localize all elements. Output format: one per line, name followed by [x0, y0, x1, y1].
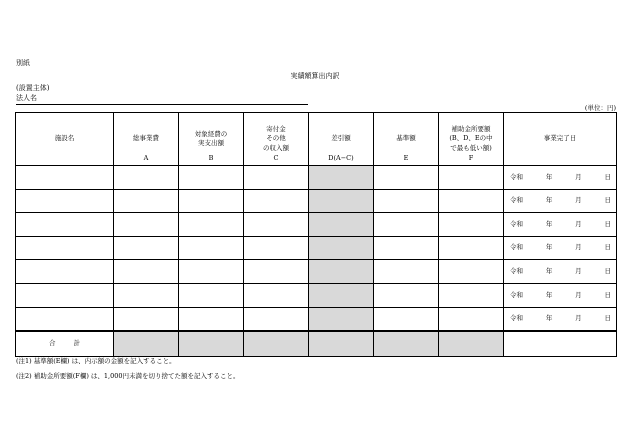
input-cell[interactable] — [374, 189, 439, 213]
table-row — [16, 189, 617, 213]
attachment-label: 別紙 — [16, 59, 30, 67]
column-letter: B — [208, 153, 214, 162]
column-header-7 — [504, 113, 617, 166]
column-header-label — [244, 125, 308, 153]
input-cell[interactable] — [244, 307, 309, 331]
column-header-line: 施設名 — [54, 134, 75, 143]
column-header-line: 寄付金 — [266, 124, 286, 133]
unit-label: (単位：円) — [584, 104, 616, 112]
input-cell[interactable] — [244, 166, 309, 190]
total-cell[interactable] — [244, 331, 309, 357]
date-parts — [504, 291, 616, 300]
column-letter: F — [468, 153, 474, 162]
completion-date-cell[interactable] — [504, 213, 617, 237]
input-cell[interactable] — [309, 307, 374, 331]
input-cell[interactable] — [16, 189, 114, 213]
input-cell[interactable] — [374, 166, 439, 190]
input-cell[interactable] — [309, 283, 374, 307]
input-cell[interactable] — [439, 236, 504, 260]
input-cell[interactable] — [179, 283, 244, 307]
total-blank-cell — [504, 331, 617, 357]
date-part-label: 令和 — [510, 219, 523, 228]
date-part-label: 月 — [575, 196, 582, 205]
input-cell[interactable] — [16, 166, 114, 190]
total-cell[interactable] — [439, 331, 504, 357]
column-letter: E — [403, 153, 409, 162]
date-parts — [504, 267, 616, 276]
date-part-label: 年 — [545, 266, 553, 275]
date-parts — [504, 220, 616, 229]
column-header-label — [504, 134, 616, 143]
column-header-label — [179, 130, 243, 149]
input-cell[interactable] — [309, 260, 374, 284]
column-header-6 — [439, 113, 504, 166]
input-cell[interactable] — [16, 283, 114, 307]
column-header-4 — [309, 113, 374, 166]
date-part-label: 日 — [604, 219, 611, 228]
table-row — [16, 260, 617, 284]
total-cell[interactable] — [114, 331, 179, 357]
input-cell[interactable] — [16, 236, 114, 260]
date-part-label: 令和 — [510, 243, 523, 252]
date-part-label: 月 — [575, 243, 582, 252]
input-cell[interactable] — [114, 213, 179, 237]
table-row — [16, 213, 617, 237]
completion-date-cell[interactable] — [504, 283, 617, 307]
input-cell[interactable] — [374, 307, 439, 331]
date-part-label: 令和 — [510, 266, 523, 275]
column-header-label — [114, 134, 178, 143]
completion-date-cell[interactable] — [504, 166, 617, 190]
date-part-label: 年 — [545, 219, 553, 228]
calculation-table — [15, 112, 617, 357]
input-cell[interactable] — [374, 260, 439, 284]
table-row — [16, 283, 617, 307]
input-cell[interactable] — [114, 236, 179, 260]
date-part-label: 日 — [604, 196, 611, 205]
date-parts — [504, 173, 616, 182]
input-cell[interactable] — [114, 260, 179, 284]
input-cell[interactable] — [439, 283, 504, 307]
input-cell[interactable] — [439, 260, 504, 284]
date-part-label: 年 — [545, 243, 553, 252]
column-header-line: 総事業費 — [133, 134, 159, 143]
input-cell[interactable] — [179, 213, 244, 237]
date-part-label: 日 — [604, 314, 611, 323]
input-cell[interactable] — [374, 283, 439, 307]
column-header-line: の収入額 — [263, 143, 289, 152]
input-cell[interactable] — [244, 283, 309, 307]
completion-date-cell[interactable] — [504, 307, 617, 331]
table-row — [16, 307, 617, 331]
column-header-line: 事業完了日 — [543, 134, 577, 143]
input-cell[interactable] — [244, 236, 309, 260]
table-header-row — [16, 113, 617, 166]
column-header-line: 補助金所要額 — [451, 124, 491, 133]
completion-date-cell[interactable] — [504, 260, 617, 284]
input-cell[interactable] — [309, 166, 374, 190]
column-letter: D(A−C) — [328, 153, 354, 162]
date-part-label: 月 — [575, 172, 582, 181]
input-cell[interactable] — [309, 236, 374, 260]
input-cell[interactable] — [179, 189, 244, 213]
input-cell[interactable] — [244, 189, 309, 213]
date-part-label: 日 — [604, 172, 611, 181]
column-header-line: 対象経費の — [194, 129, 228, 138]
column-header-label — [439, 125, 503, 153]
date-part-label: 令和 — [510, 290, 523, 299]
date-part-label: 年 — [545, 196, 553, 205]
date-parts — [504, 314, 616, 323]
column-header-5 — [374, 113, 439, 166]
column-letter: A — [143, 153, 149, 162]
date-part-label: 年 — [545, 172, 553, 181]
input-cell[interactable] — [16, 307, 114, 331]
input-cell[interactable] — [439, 189, 504, 213]
table-row — [16, 166, 617, 190]
column-header-2 — [179, 113, 244, 166]
column-header-line: 実支出額 — [198, 139, 224, 147]
column-header-line: (B、D、Eの中 — [449, 134, 493, 143]
total-cell[interactable] — [309, 331, 374, 357]
table-row — [16, 236, 617, 260]
column-header-label — [374, 134, 438, 143]
date-part-label: 令和 — [510, 172, 523, 181]
total-cell[interactable] — [179, 331, 244, 357]
column-header-label — [16, 134, 113, 143]
completion-date-cell[interactable] — [504, 189, 617, 213]
setter-label: (設置主体) — [16, 84, 50, 92]
date-parts — [504, 196, 616, 205]
input-cell[interactable] — [179, 236, 244, 260]
date-part-label: 日 — [604, 243, 611, 252]
column-header-line: 差引額 — [331, 134, 351, 143]
input-cell[interactable] — [16, 213, 114, 237]
column-header-3 — [244, 113, 309, 166]
input-cell[interactable] — [114, 283, 179, 307]
input-cell[interactable] — [439, 213, 504, 237]
input-cell[interactable] — [114, 166, 179, 190]
input-cell[interactable] — [114, 189, 179, 213]
date-parts — [504, 243, 616, 252]
input-cell[interactable] — [244, 213, 309, 237]
input-cell[interactable] — [374, 236, 439, 260]
input-cell[interactable] — [244, 260, 309, 284]
date-part-label: 日 — [604, 290, 611, 299]
column-letter: C — [273, 153, 279, 162]
note-1: (注1) 基準額(E欄) は、内示額の金額を記入すること。 — [16, 357, 176, 365]
input-cell[interactable] — [179, 166, 244, 190]
input-cell[interactable] — [309, 189, 374, 213]
input-cell[interactable] — [179, 260, 244, 284]
document-title: 実績額算出内訳 — [290, 72, 340, 80]
completion-date-cell[interactable] — [504, 236, 617, 260]
date-part-label: 令和 — [510, 314, 523, 323]
input-cell[interactable] — [16, 260, 114, 284]
total-cell[interactable] — [374, 331, 439, 357]
input-cell[interactable] — [439, 307, 504, 331]
note-2: (注2) 補助金所要額(F欄) は、1,000円未満を切り捨てた額を記入すること。 — [16, 372, 240, 380]
corporation-name-field: 法人名 — [16, 93, 308, 105]
date-part-label: 月 — [575, 219, 582, 228]
input-cell[interactable] — [374, 213, 439, 237]
column-header-label — [309, 134, 373, 143]
input-cell[interactable] — [309, 213, 374, 237]
column-header-line: その他 — [266, 134, 286, 143]
input-cell[interactable] — [114, 307, 179, 331]
total-row — [16, 331, 617, 357]
input-cell[interactable] — [179, 307, 244, 331]
date-part-label: 日 — [604, 266, 611, 275]
date-part-label: 年 — [545, 314, 553, 323]
date-part-label: 月 — [575, 314, 582, 323]
input-cell[interactable] — [439, 166, 504, 190]
total-label-text: 合 計 — [48, 339, 89, 348]
column-header-line: 基準額 — [396, 134, 416, 143]
column-header-line: で最も低い額) — [450, 143, 492, 152]
date-part-label: 月 — [575, 266, 582, 275]
date-part-label: 令和 — [510, 196, 523, 205]
total-label — [16, 331, 114, 357]
date-part-label: 月 — [575, 290, 582, 299]
column-header-1 — [114, 113, 179, 166]
date-part-label: 年 — [545, 290, 553, 299]
column-header-0 — [16, 113, 114, 166]
